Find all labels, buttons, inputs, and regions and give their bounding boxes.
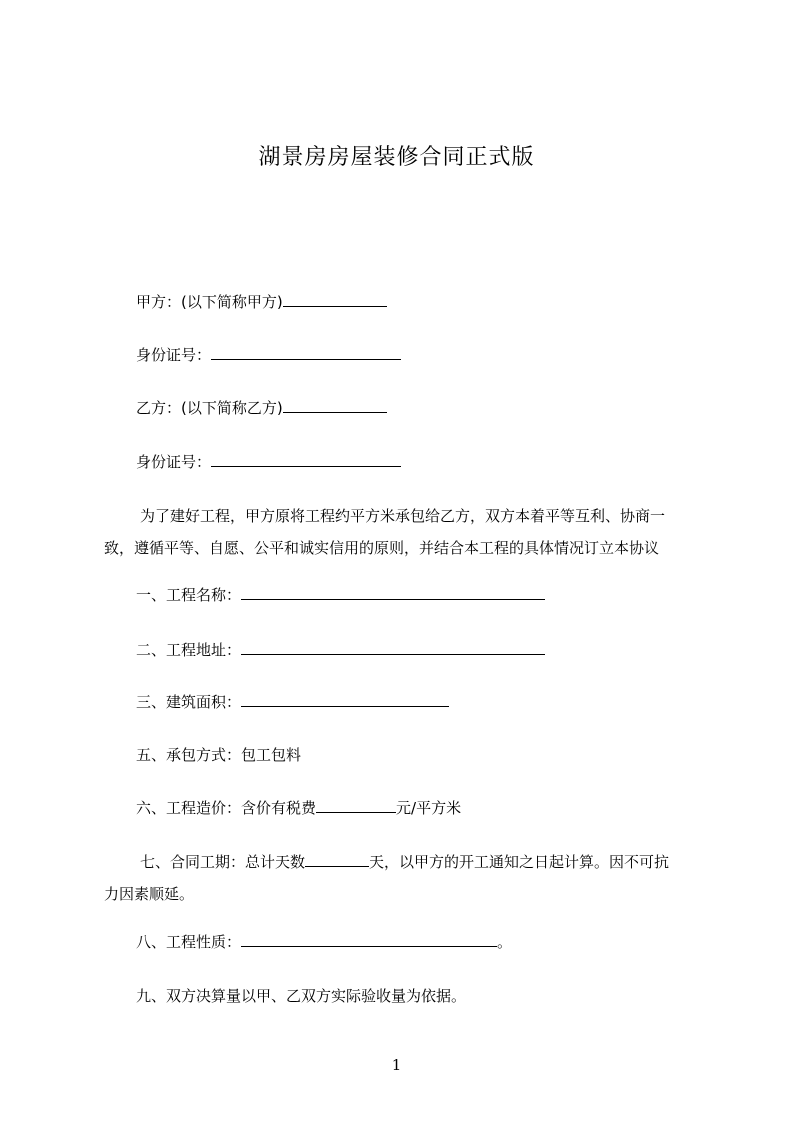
item-7-blank xyxy=(305,852,369,867)
item-5-line xyxy=(136,745,301,765)
intro-line-2: 致，遵循平等、自愿、公平和诚实信用的原则，并结合本工程的具体情况订立本协议 xyxy=(104,539,660,557)
item-7-line-1 xyxy=(104,846,704,878)
item-7-suffix: 天，以甲方的开工通知之日起计算。因不可抗 xyxy=(369,853,670,871)
item-3-line xyxy=(136,692,449,712)
party-b-line xyxy=(136,398,387,418)
item-6-blank xyxy=(316,798,396,813)
id-a-label: 身份证号： xyxy=(136,346,212,364)
item-7-paragraph xyxy=(104,846,704,910)
item-9-line xyxy=(136,986,466,1006)
item-3-label: 三、建筑面积： xyxy=(136,693,242,711)
id-b-label: 身份证号： xyxy=(136,453,212,471)
item-7-prefix: 七、合同工期：总计天数 xyxy=(140,853,306,871)
item-2-line xyxy=(136,640,545,660)
page-number: 1 xyxy=(391,1056,402,1074)
item-6-prefix: 六、工程造价：含价有税费 xyxy=(136,799,317,817)
item-6-suffix: 元/平方米 xyxy=(396,799,462,817)
item-1-line xyxy=(136,585,545,605)
id-a-blank xyxy=(211,345,401,360)
item-8-line xyxy=(136,932,512,952)
party-b-blank xyxy=(283,398,387,413)
item-9-label: 九、双方决算量以甲、乙双方实际验收量为依据。 xyxy=(136,987,467,1005)
id-b-line xyxy=(136,452,401,472)
party-a-line xyxy=(136,292,387,312)
id-a-line xyxy=(136,345,401,365)
id-b-blank xyxy=(211,452,401,467)
item-6-line xyxy=(136,798,461,818)
item-2-blank xyxy=(241,640,545,655)
intro-paragraph xyxy=(104,500,704,564)
item-7-line-2: 力因素顺延。 xyxy=(104,885,195,903)
party-b-label: 乙方：(以下简称乙方) xyxy=(136,399,283,417)
item-2-label: 二、工程地址： xyxy=(136,641,242,659)
document-title: 湖景房房屋装修合同正式版 xyxy=(258,145,535,170)
party-a-label: 甲方：(以下简称甲方) xyxy=(136,293,283,311)
item-8-end: 。 xyxy=(497,933,513,951)
item-1-blank xyxy=(241,585,545,600)
intro-line-1: 为了建好工程，甲方原将工程约平方米承包给乙方，双方本着平等互利、协商一 xyxy=(140,507,666,525)
item-8-blank xyxy=(241,932,497,947)
item-8-label: 八、工程性质： xyxy=(136,933,242,951)
item-3-blank xyxy=(241,692,449,707)
item-5-label: 五、承包方式：包工包料 xyxy=(136,746,302,764)
item-1-label: 一、工程名称： xyxy=(136,586,242,604)
party-a-blank xyxy=(283,292,387,307)
